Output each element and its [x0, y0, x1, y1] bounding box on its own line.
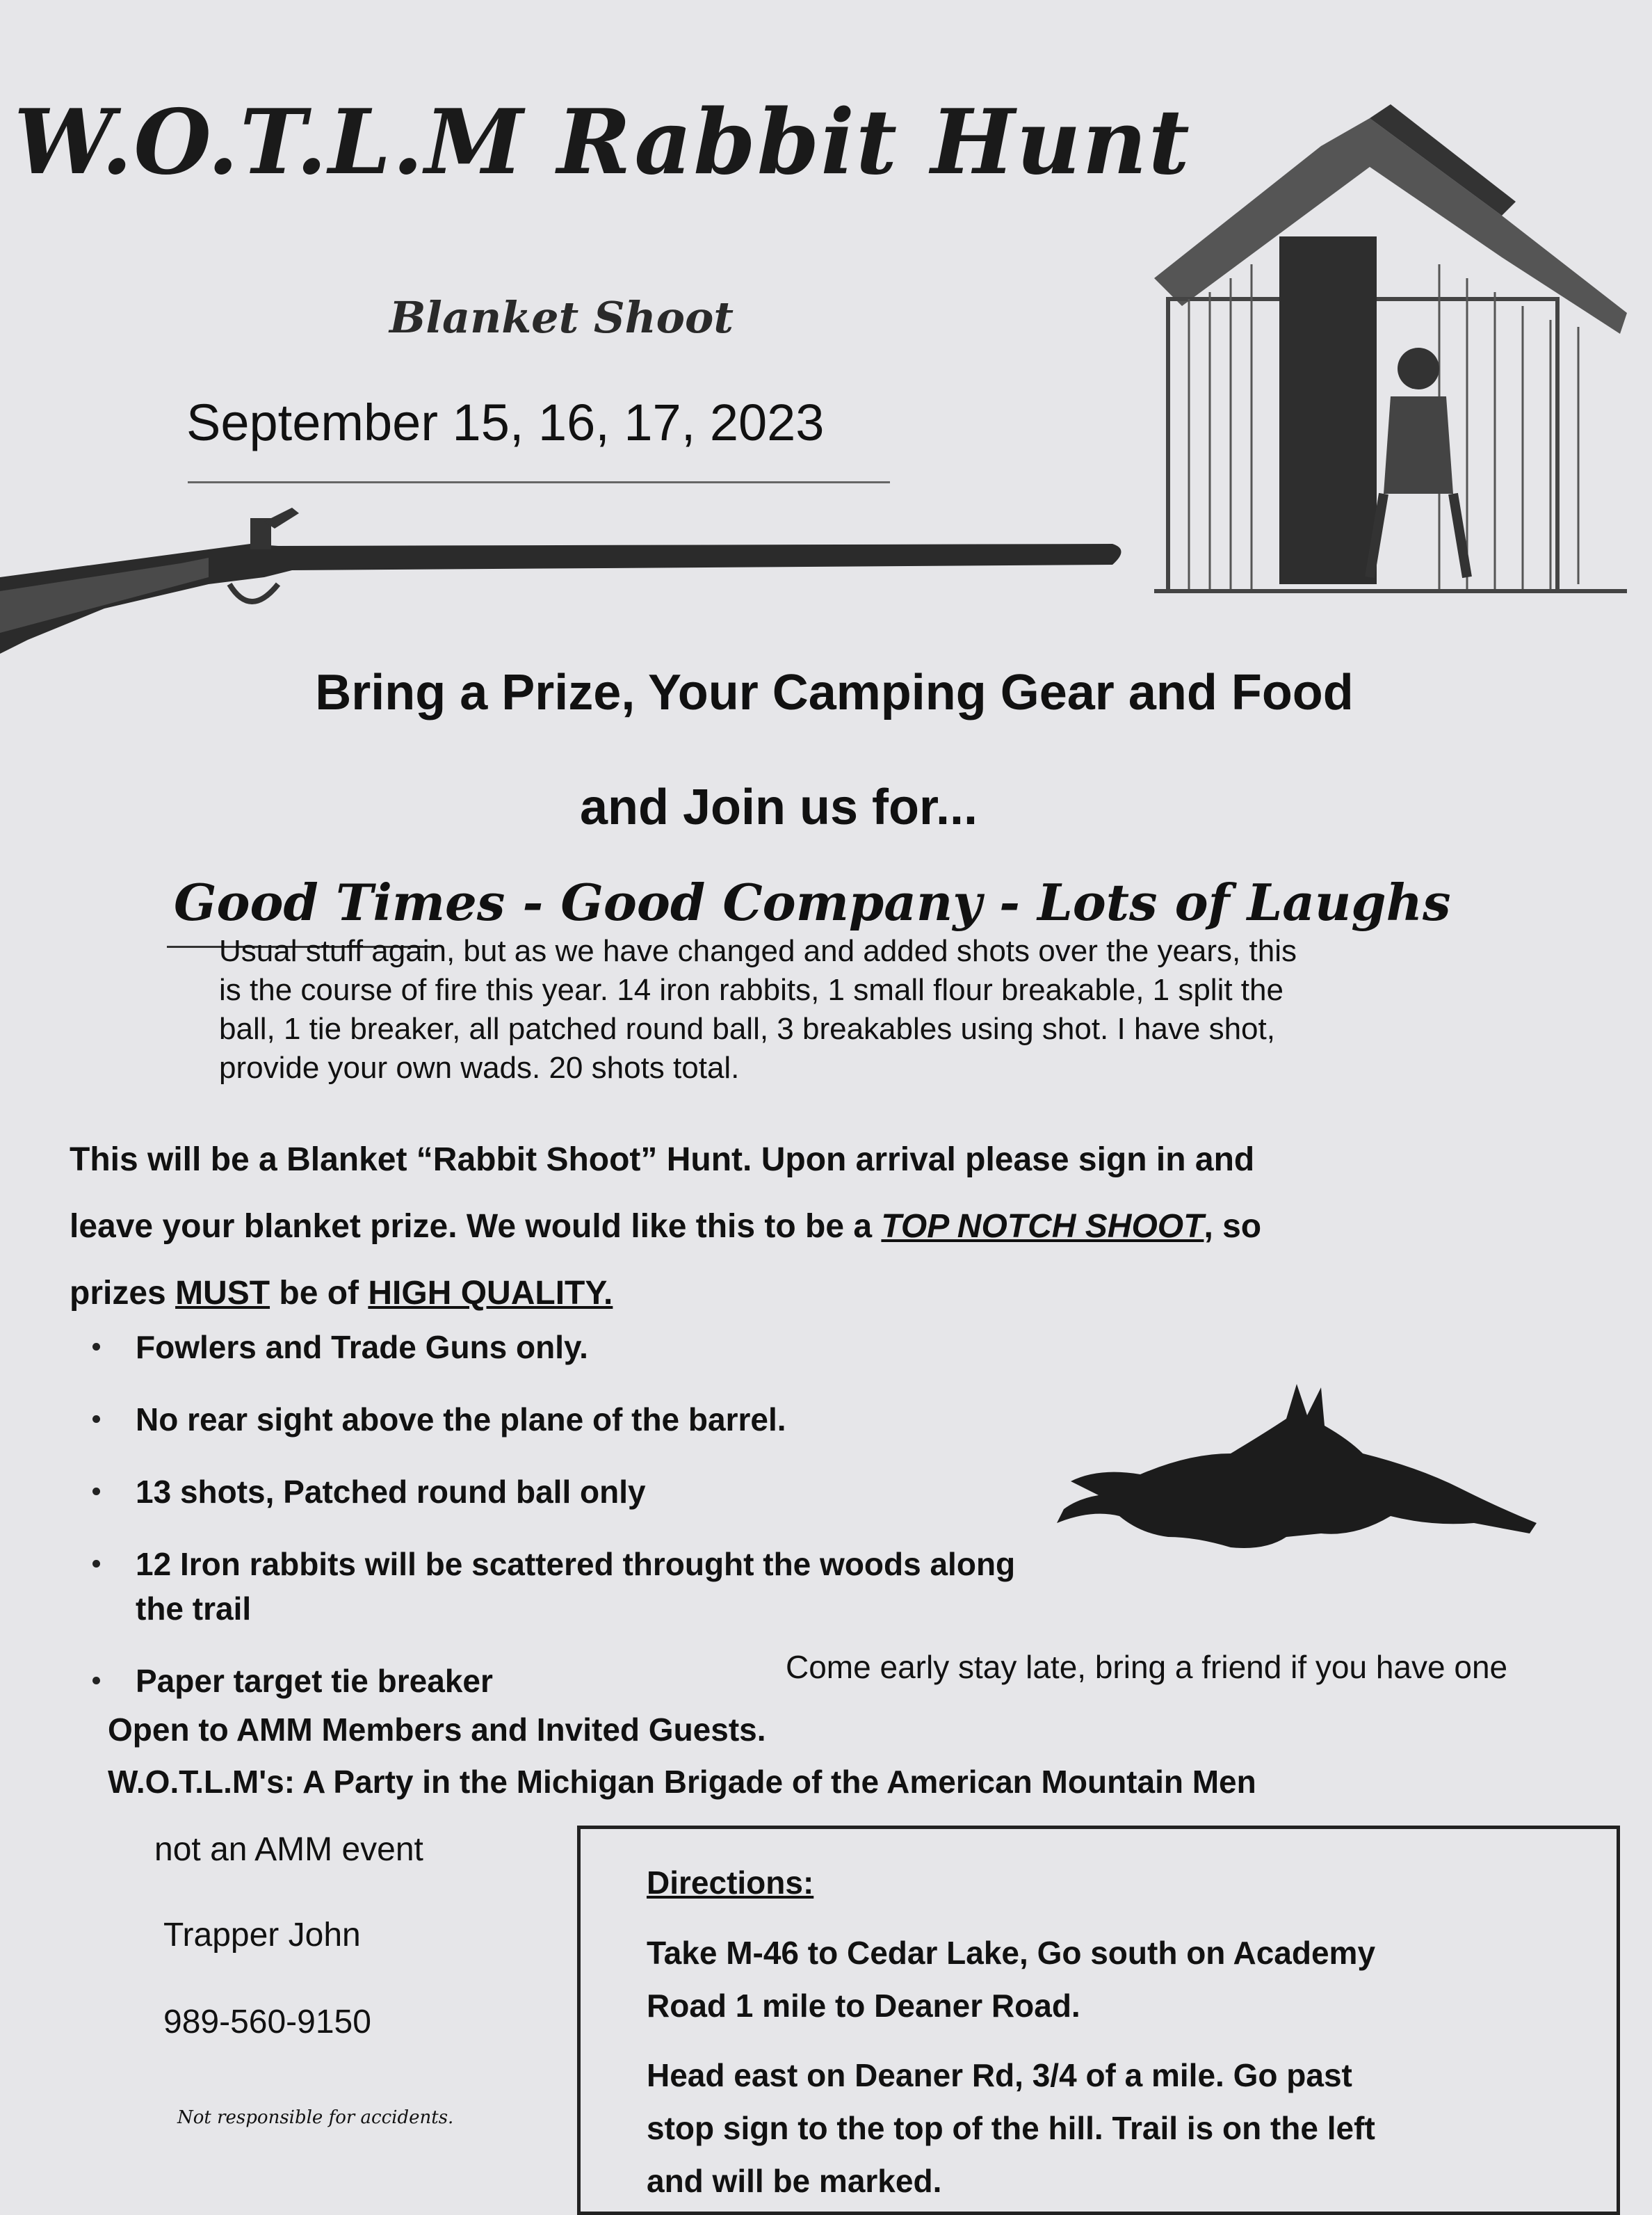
list-item — [80, 1469, 1067, 1514]
notice-line-3 — [70, 1260, 1564, 1327]
must-emphasis: MUST — [175, 1275, 270, 1312]
top-notch-emphasis: TOP NOTCH SHOOT — [881, 1208, 1204, 1245]
notice-line-2 — [70, 1193, 1564, 1260]
shoot-notice — [70, 1127, 1564, 1327]
bullet-icon — [92, 1560, 100, 1568]
paragraph-line: is the course of fire this year. 14 iron rabbits, 1 small flour breakable, 1 split the — [219, 973, 1283, 1007]
come-early-note: Come early stay late, bring a friend if you have one — [786, 1649, 1508, 1685]
directions-title: Directions: — [647, 1864, 814, 1901]
bullet-icon — [92, 1415, 100, 1423]
directions-line: Head east on Deaner Rd, 3/4 of a mile. Go past — [647, 2057, 1352, 2093]
bullet-icon — [92, 1343, 100, 1351]
list-item — [80, 1397, 1067, 1442]
rule-text: Fowlers and Trade Guns only. — [136, 1329, 588, 1365]
party-line: W.O.T.L.M's: A Party in the Michigan Brigade of the American Mountain Men — [108, 1764, 1256, 1800]
open-to-line: Open to AMM Members and Invited Guests. — [108, 1711, 766, 1748]
rifle-illustration — [0, 480, 1147, 688]
bullet-icon — [92, 1677, 100, 1684]
directions-spacer — [647, 2032, 1571, 2049]
high-quality-emphasis: HIGH QUALITY. — [368, 1275, 613, 1312]
rabbit-silhouette-icon — [1057, 1377, 1544, 1572]
directions-content — [647, 1864, 1571, 2207]
notice-line-1: This will be a Blanket “Rabbit Shoot” Hunt. Upon arrival please sign in and — [70, 1141, 1255, 1178]
contact-name: Trapper John — [163, 1917, 361, 1954]
list-item — [80, 1542, 1067, 1631]
event-date: September 15, 16, 17, 2023 — [186, 394, 825, 451]
directions-line: Take M-46 to Cedar Lake, Go south on Academy — [647, 1935, 1376, 1971]
list-item — [80, 1325, 1067, 1369]
not-amm-note: not an AMM event — [154, 1831, 423, 1868]
contact-phone: 989-560-9150 — [163, 2004, 371, 2040]
directions-line: and will be marked. — [647, 2163, 942, 2199]
paragraph-line: provide your own wads. 20 shots total. — [219, 1051, 740, 1085]
flyer-subtitle: Blanket Shoot — [389, 292, 734, 343]
tagline: Good Times - Good Company - Lots of Laughs — [174, 873, 1451, 932]
directions-line: Road 1 mile to Deaner Road. — [647, 1988, 1080, 2024]
notice-text: leave your blanket prize. We would like this to be a — [70, 1208, 882, 1245]
rule-text: 12 Iron rabbits will be scattered throught the woods along the trail — [136, 1546, 1016, 1627]
headline-line-2: and Join us for... — [579, 780, 978, 835]
disclaimer: Not responsible for accidents. — [177, 2107, 454, 2128]
flyer-title: W.O.T.L.M Rabbit Hunt — [14, 90, 1191, 195]
course-of-fire-paragraph — [219, 932, 1540, 1088]
rule-text: 13 shots, Patched round ball only — [136, 1474, 646, 1510]
directions-line: stop sign to the top of the hill. Trail is on the left — [647, 2110, 1375, 2146]
directions-box — [577, 1826, 1620, 2215]
rule-text: No rear sight above the plane of the barrel. — [136, 1401, 786, 1437]
paragraph-line: Usual stuff again, but as we have changed and added shots over the years, this — [219, 934, 1297, 968]
notice-text: prizes — [70, 1275, 176, 1312]
cabin-illustration — [1140, 104, 1641, 619]
rule-text: Paper target tie breaker — [136, 1663, 493, 1699]
notice-text: be of — [270, 1275, 369, 1312]
notice-text: , so — [1204, 1208, 1262, 1245]
headline-line-1: Bring a Prize, Your Camping Gear and Food — [315, 665, 1354, 720]
paragraph-line: ball, 1 tie breaker, all patched round ball, 3 breakables using shot. I have shot, — [219, 1012, 1275, 1046]
bullet-icon — [92, 1488, 100, 1495]
